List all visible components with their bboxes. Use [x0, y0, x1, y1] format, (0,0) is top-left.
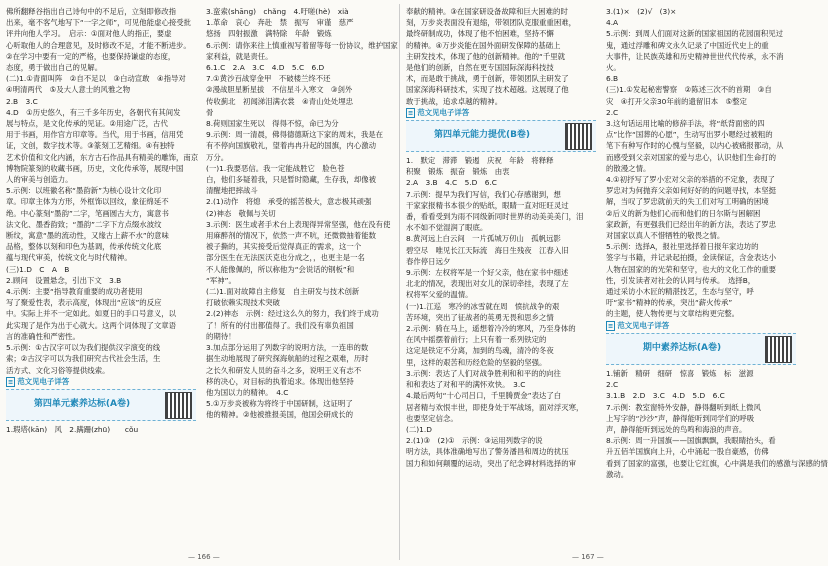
answer-line: 3.(1)× (2)√ (3)×	[606, 7, 677, 16]
answer-line: 索；②古汉字可以为我们研究古代社会生活，生	[6, 354, 161, 364]
answer-line: 骨	[206, 107, 214, 117]
sample-essay-tag	[606, 320, 796, 331]
answer-line: 国家深海科研技术，实现了技术超越。这展现了他	[406, 85, 569, 95]
answer-line: 3.1.B 2.D 3.C 4.D 5.D 6.C	[606, 391, 725, 401]
answer-line: 5.示例：以班徽名称“墨韵新”为核心设计文化印	[6, 186, 162, 196]
answer-line: (三)1.①发起秘密警察 ②陈述三次不的首期 ③自	[606, 85, 772, 95]
answer-line: 2.(1)③ (2)① 示例：③运用列数字的说	[406, 436, 543, 446]
answer-line: 2.C	[606, 380, 619, 390]
answer-line: 北北的情况，表现出对女儿的深切牵挂，表现了左	[406, 279, 569, 289]
answer-line: 之长久和研发人员的奋斗之多，说明王义有志不	[206, 365, 362, 375]
answer-line: 5.示例：选择A，报社里选择着日报年家边坊的	[606, 242, 759, 252]
sample-essay-label: 范文见电子详答	[417, 107, 470, 117]
answer-line: 章。印章主体为方形，外框饰以回纹，象征绵延不	[6, 197, 169, 207]
answer-line: 2.(2)神态 示例：经过这么久的努力，我们终于成功	[206, 309, 379, 319]
answer-line: 证，文创，数字技术等。③篆刻工艺精细。④有独特	[6, 141, 175, 151]
answer-line: 了！所有的付出都值得了。我们没有辜负祖国	[206, 320, 354, 330]
qr-code-icon	[765, 336, 792, 363]
answer-line: 是他们的创新，自然在更专国国际深海科技技	[406, 63, 554, 73]
answer-line: 签字与书籍，并记录起拍摄，金读保证，含金表达小	[606, 253, 776, 263]
answer-line: (一)1.江巡 寒冷的冰雪就在周 愤抗战争的艰	[406, 301, 560, 311]
answer-line: 居者精与欢恨丰世，即使身处于军战场，面对浮灭寒，	[406, 402, 584, 412]
answer-line: 术，而是敢于挑战，勇于创新，带领团队主研发了	[406, 74, 569, 84]
answer-line: ④明清两代 ⑤及大人意士的风雅之物	[6, 85, 131, 95]
document-icon: ≡	[408, 108, 414, 117]
unit-test-banner	[6, 389, 196, 421]
answer-line: 3.加点部分运用了列数字的说明方法，一连串的数	[206, 343, 369, 353]
answer-line: 1. 默定 滞滞 锻遏 庆祝 年龄 将释释	[406, 156, 554, 166]
answer-line: 主研发技术，体现了他的创新精神。他的“千里就	[406, 51, 566, 61]
answer-line: 通过采访小木匠的精湛技艺，生态与坚守，呼	[606, 287, 754, 297]
answer-line: 打破依赖实现技术突破	[206, 298, 280, 308]
sample-essay-tag	[6, 376, 196, 387]
answer-line: 人的审美与创造力。	[6, 175, 73, 185]
answer-line: 人物在国家的的光荣和坚守，也大的文化工作的重要	[606, 264, 776, 274]
answer-line: 鬼，通过浮雕和碑文永久记录了中国近代史上的重	[606, 40, 769, 50]
answer-line: 家利益，就是责任。	[206, 51, 273, 61]
answer-line: 被子撕的，其实接受后觉得真正的需求，这一个	[206, 242, 362, 252]
answer-line: 3.这句话运用比喻的修辞手法，将“纸背面密的四	[606, 119, 765, 129]
answer-line: 2.A 3.B 4.C 5.D 6.C	[406, 178, 497, 188]
page-166-left-column	[6, 6, 199, 550]
answer-line: 活方式、文化习俗等提供线索。	[6, 365, 110, 375]
answer-line: 态度，勇于做出自己的见解。	[6, 63, 103, 73]
answer-line: 罗忠对为何抛弃父亲如何好好的的问题寻找，本坚挺	[606, 186, 776, 196]
answer-line: 传收蓟北 初闻涕泪满衣裳 ④青山处处埋忠	[206, 96, 354, 106]
answer-line: 6.示例：请你来往上慎重视写着留等每一份协议，维护国家	[206, 40, 398, 50]
answer-line: 2.C	[606, 107, 619, 117]
answer-line: 大事件，让民族英雄和历史精神世世代代传承，永不消	[606, 51, 784, 61]
answer-line: 上写字的“沙沙”声，静得能听到同学们的呼吸	[606, 413, 755, 423]
answer-line: 展与特点，是文化传承的见证。②用途广泛，古代	[6, 119, 168, 129]
unit-test-banner	[606, 333, 796, 365]
unit-test-title: 期中素养达标(A卷)	[642, 342, 722, 353]
answer-line: 在风中摇摆着前行；上只有着一系列铁定的	[406, 335, 547, 345]
answer-line: 心听取他人的合理意见，及时修改不足，才能不断进步。	[6, 40, 191, 50]
answer-line: ②漫战胆星断星拔 不信星斗入寒文 ③剑外	[206, 85, 353, 95]
answer-line: 灾 ④打开父亲30年前的遗留旧本 ⑤整定	[606, 96, 747, 106]
answer-line: 1.铺新 精研 细研 惊喜 锻炼 标 滋源	[606, 368, 754, 378]
answer-line: 对国家以真人不惜牺牲的敬畏之情。	[606, 231, 725, 241]
answer-line: 用麻醉剂的情况下，依然一声不吭，还微微抽着能数	[206, 231, 376, 241]
answer-line: 碧空尽 唯见长江天际流 海日生残夜 江春入旧	[406, 245, 569, 255]
answer-line: 艺术价值和文化内涵，东方古石作品具有精美的雕饰，南京	[6, 152, 199, 162]
answer-line: 写了聚爱性表，表示高度，体现出“应该”的反应	[6, 298, 162, 308]
qr-code-icon	[165, 392, 192, 419]
answer-line: 看到了国家的富强，也要让它红旗，心中满是我们的感激与深感的情	[606, 458, 828, 468]
answer-line: (三)1.D C A B	[6, 264, 70, 274]
answer-line: 他的精神。②他被推报美国，他国会研成长的	[206, 410, 354, 420]
sample-essay-tag	[406, 107, 596, 118]
answer-line: 吁“家书”精神的传承，突出“薪火传承”	[606, 298, 733, 308]
answer-line: (二)1.面对故障自主修复 自主研发与技术创新	[206, 287, 360, 297]
document-icon: ≡	[608, 321, 614, 330]
answer-line: 出来，毫不客气地写下“一字之师”，可见他能虚心接受批	[6, 18, 192, 28]
answer-line: 9.示例：左权将军是一个好父亲，他在家书中细述	[406, 268, 569, 278]
answer-line: 积聚 锻炼 振奋 锻炼 由衷	[406, 167, 510, 177]
answer-line: 和和表达了对和平的满怀欢快。 3.C	[406, 380, 526, 390]
answer-line: 3.蛮索(shāng) chǎng 4.吁嗟(hè) xià	[206, 7, 349, 16]
answer-line: 3.示例：医生或者手术台上表现得异常坚强，他在没有使	[206, 219, 391, 229]
answer-line: 火。	[606, 63, 621, 73]
answer-line: 权将军父爱的温情。	[406, 290, 473, 300]
answer-line: 奉献的精神。③在国家研设备故障和巨大困难的时	[406, 7, 568, 16]
answer-line: 6.B	[606, 74, 619, 84]
answer-line: 激动。	[606, 469, 629, 479]
answer-line: 佛所翻释谷指出自己诗句中的不足后，立刻即修改指	[6, 7, 176, 16]
answer-line: 移的决心，对目标的执着追求。体现出他坚持	[206, 376, 354, 386]
answer-line: 此实现了是作为出于心就大。这两个词体现了文章语	[6, 320, 176, 330]
answer-line: 2.示例：骑在马上，遥想着冷冷的寒风，乃至身体的	[406, 324, 576, 334]
answer-line: 也要坚定信念。	[406, 413, 458, 423]
answer-line: 而感受到父亲对国家的爱与忠心，认识他们生命打的	[606, 152, 776, 162]
answer-line: 断纹，寓意“墨的流动性，又缘古上薪不水”的意味	[6, 231, 169, 241]
answer-line: 的精神。④万步炎能在国外面研发保障的基础上	[406, 40, 561, 50]
answer-line: 他为国以力的精神。 4.C	[206, 387, 289, 397]
answer-line: 笔下有种写作时的心愧与坚毅，以内心被痛报都动，从	[606, 141, 784, 151]
answer-line: ②在学习中要有一定的严格，也要保持谦虚的态度，	[6, 51, 176, 61]
answer-line: 4.最后两句“十心司吕口，千里腾贾金”表达了白	[406, 391, 562, 401]
answer-line: 博物院篆刻的收藏书画，历史，文化传承等，展现中国	[6, 163, 184, 173]
page-number-167: — 167 —	[572, 553, 604, 561]
answer-line: 有不停向国旗敬礼，望着冉冉升起的国旗，内心激动	[206, 141, 376, 151]
answer-line: 1.革命 哀心 奔赴 禁 振写 审谨 慈严	[206, 18, 354, 28]
answer-line: ②后义的新为他们心而和他们的日尔斯与困解困	[606, 208, 761, 218]
qr-code-icon	[565, 123, 592, 150]
answer-line: (一)1.我要恶信。我一定能战胜它 脸色苍	[206, 163, 345, 173]
answer-line: 不人能像佩的，所以称他为“会说话的钢板”和	[206, 264, 355, 274]
answer-line: 番，看看受到为雨不同级新同时世界的动美美美门，泪	[406, 212, 584, 222]
answer-line: 干家家报精书本很少的贴纸，眼睛一直对旺旺灵过	[406, 200, 569, 210]
answer-line: 4.A	[606, 18, 619, 28]
answer-line: 5.示例：①古汉字可以为我们提供汉字演变的线	[6, 343, 161, 353]
answer-line: 7.示例：提早为我们写信，我们心存感谢到，想	[406, 189, 561, 199]
page-gutter	[399, 4, 400, 560]
answer-line: 法文化、墨香韵致；“墨韵”二字下方点缀水波纹	[6, 219, 162, 229]
answer-line: 清醒地把摔战斗	[206, 186, 258, 196]
answer-line: 2.顾问 设置悬念，引出下文 3.B	[6, 275, 122, 285]
answer-line: 8.黄河远上白云间 一片孤城万仞山 孤帆远影	[406, 234, 561, 244]
answer-line: 4.①初抒写了罗小宏对父亲的举措的不定象，表现了	[606, 175, 775, 185]
answer-line: 部分医生在无法医沃克也分成之，，也更主是一名	[206, 253, 365, 263]
answer-line: 2.(1)动作 将熄 承受的摇苦极大，意志极其顽强	[206, 197, 372, 207]
answer-line: 悠扬 四射振激 满特除 年龄 锻炼	[206, 29, 332, 39]
answer-line: 中。实际上并不一定如此。如夏日的手口号意义，以	[6, 309, 176, 319]
answer-line: 升五佰羊国旗向上升，心中涌起一股自豪感，仿佛	[606, 447, 769, 457]
answer-line: 春作停日远夕	[406, 256, 451, 266]
answer-line: 苦环境，突出了征战者的英勇无畏和思乡之情	[406, 312, 554, 322]
answer-line: 8.荷则国家生死以 得得不惊，命已为分	[206, 119, 339, 129]
answer-line: 国力和如何颠覆的运动，突出了纪念碑材料选择的审	[406, 458, 576, 468]
answer-line: 言的准确性和严密性。	[6, 331, 80, 341]
answer-line: 绝。中心篆刻“墨韵”二字，笔画圆古大方，寓意书	[6, 208, 169, 218]
answer-line: 据生动地展现了研究探海航船的过程之艰难，历时	[206, 354, 369, 364]
answer-line: (2)神态 敬佩与关切	[206, 208, 276, 218]
answer-line: 解，当叹了罗忠就前天的失工们对写工明确的困境	[606, 197, 769, 207]
answer-line: 性，引发读者对社会的认同与传承。 选择B，	[606, 275, 756, 285]
answer-line: 蕴与现代审美，传统文化与时代精神。	[6, 253, 132, 263]
page-166-right-column	[206, 6, 396, 550]
document-icon: ≡	[8, 377, 14, 386]
answer-line: 水不如不觉湿润了眼底。	[406, 223, 488, 233]
answer-line: 明方法，具体准确地写出了警务潘昌和周边的扰压	[406, 447, 569, 457]
answer-line: (二)1.D	[406, 424, 432, 434]
answer-line: 最终研制成功，体现了他不怕困难，坚持不懈	[406, 29, 554, 39]
unit-test-title: 第四单元能力提优(B卷)	[433, 130, 531, 141]
answer-line: 万分。	[206, 152, 229, 162]
answer-line: 品格，整体以刻和印色为基调，传承传统文化底	[6, 242, 162, 252]
sample-essay-label: 范文见电子详答	[617, 320, 670, 330]
answer-line: 评并向他人学习。 启示：①面对他人的指正，要虚	[6, 29, 172, 39]
answer-line: (二)1.①青面叫阵 ②自不足以 ③白动宣敢 ④指导对	[6, 74, 186, 84]
answer-line: 这定是铁定不分离，加到的鸟魂，清冷的冬夜	[406, 346, 554, 356]
answer-line: 6.1.C 2.A 3.C 4.D 5.C 6.D	[206, 63, 325, 73]
answer-line: 家政新，有更强我们已经出年的新方法，表达了罗忠	[606, 219, 776, 229]
answer-line: “军神”。	[206, 275, 236, 285]
answer-line: 用于书画，用作官方印章等。当代，用于书画，信用凭	[6, 130, 184, 140]
unit-test-banner	[406, 120, 596, 152]
answer-line: 9.示例：周一清晨，佛得德德斯这下家的周末，我是在	[206, 130, 384, 140]
page-number-166: — 166 —	[188, 553, 220, 561]
answer-line: 1.瑕塔(kān) 风 2.蹒跚(zhū) cǒu	[6, 424, 139, 434]
answer-line: 7.①黄沙百战穿金甲 不破楼兰终不还	[206, 74, 331, 84]
answer-line: 敢于挑战，追求卓越的精神。	[406, 96, 503, 106]
answer-line: 里，这样的艰苦和历经危险的坚毅的坚强。	[406, 357, 547, 367]
answer-line: 4.D ①历史悠久，有三千多年历史，各朝代有其间发	[6, 107, 181, 117]
answer-line: 5.示例：到周人们面对这新的国家祖国的花园面积见过	[606, 29, 784, 39]
answer-line: 2.B 3.C	[6, 96, 38, 106]
answer-line: 3.示例：表达了人们对战争胜利和和平的的向往	[406, 368, 561, 378]
answer-line: 8.示例：周一升国旗——国旗飘飘，我眼睛抬头，看	[606, 436, 776, 446]
page-167-left-column	[406, 6, 596, 550]
answer-line: 声，静得能听到远处的鸟鸣和海浪的声音。	[606, 424, 747, 434]
answer-line: 点”比作“国葬的心愿”，生动写出罗小嗯经过被粗的	[606, 130, 773, 140]
sample-essay-label: 范文见电子详答	[17, 376, 70, 386]
answer-line: 7.示例：教室窗特外安静，静得翻听到纸上微风	[606, 402, 761, 412]
unit-test-title: 第四单元素养达标(A卷)	[33, 398, 131, 409]
answer-line: 的散漫之情。	[606, 163, 651, 173]
answer-line: 的期待！	[206, 331, 236, 341]
page-167-right-column	[606, 6, 828, 550]
answer-line: 白，他们多疑着我，只是暂时隐藏，生存我，却像被	[206, 175, 376, 185]
answer-line: 的主题，使人物传更与文章结构更完整。	[606, 309, 740, 319]
answer-line: 5.①万步炎被称为将终于中国研制，这证明了	[206, 399, 353, 409]
answer-line: 刻，万步炎表面没有退缩，带领团队克服重重困难，	[406, 18, 576, 28]
answer-line: 4.示例：主要“指导教育重要的成功者使用	[6, 287, 143, 297]
